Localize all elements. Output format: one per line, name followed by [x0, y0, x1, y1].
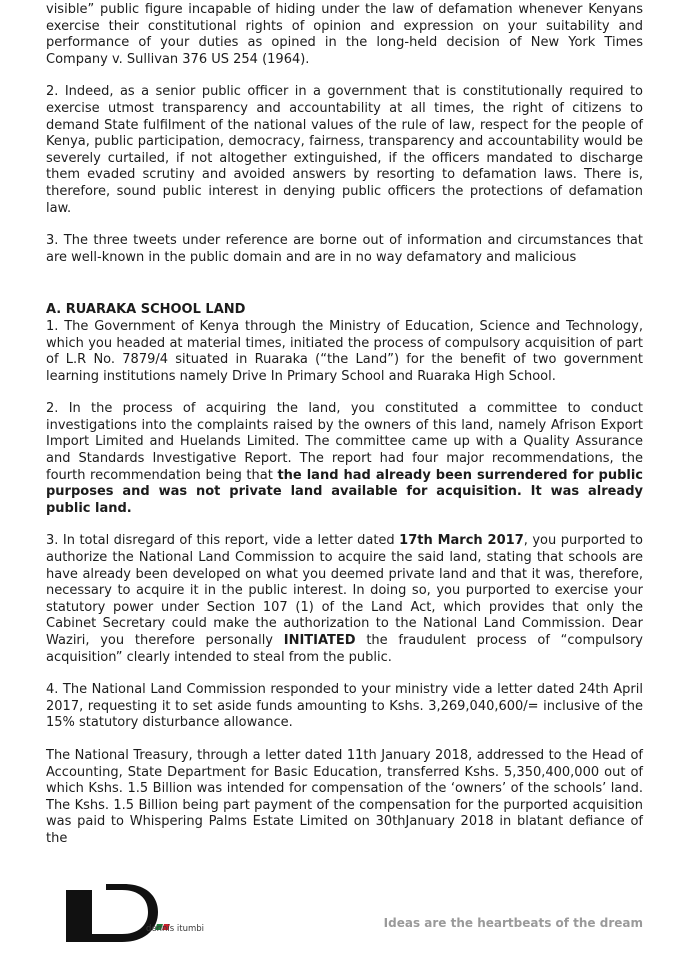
page-footer	[0, 880, 689, 950]
a3-post: the fraudulent process of “compulsory acquisition” clearly intended to steal from the public.	[46, 633, 643, 665]
section-a-paragraph-1: 1. The Government of Kenya through the Ministry of Education, Science and Technology, which you headed at material times, initiated the process of compulsory acquisition of part of L.R No. 7879/4 situated in Ruaraka (“the Land”) for the benefit of two government learning institutions namely Drive In Primary School and Ruaraka High School.	[46, 318, 643, 384]
a3-pre: 3. In total disregard of this report, vide a letter dated	[46, 533, 400, 549]
a2-text: 2. In the process of acquiring the land, you constituted a committee to conduct investigations into the complaints raised by the owners of this land, namely Afrison Export Import Limited and Huelands Limited. The committee came up with a Quality Assurance and Standards Investigative Report. The report had four major recommendations, the fourth recommendation being that	[46, 401, 643, 483]
a3-date: 17th March 2017	[399, 533, 524, 549]
logo-name: dennis itumbi	[146, 924, 205, 934]
footer-tagline: Ideas are the heartbeats of the dream	[383, 916, 643, 930]
section-heading-ruaraka: A. RUARAKA SCHOOL LAND	[46, 302, 246, 318]
document-body	[46, 2, 643, 848]
section-a-paragraph-4: 4. The National Land Commission responded to your ministry vide a letter dated 24th April 2017, requesting it to set aside funds amounting to Kshs. 3,269,040,600/= inclusive of the 15% statutory disturbance allowance.	[46, 682, 643, 731]
section-a-paragraph-3	[46, 533, 643, 666]
a3-mid: , you purported to authorize the National Land Commission to acquire the said land, stating that schools are have already been developed on what you deemed private land and that it was, therefore, necessary to acquire it in the public interest. In doing so, you purported to exercise your statutory power under Section 107 (1) of the Land Act, which provides that only the Cabinet Secretary could make the authorization to the National Land Commission. Dear Waziri, you therefore personally	[46, 533, 644, 648]
paragraph-intro-continuation: visible” public figure incapable of hiding under the law of defamation whenever Kenyans exercise their constitutional rights of opinion and expression on your suitability and performance of your duties as opined in the long-held decision of New York Times Company v. Sullivan 376 US 254 (1964).	[46, 2, 643, 67]
paragraph-3: 3. The three tweets under reference are borne out of information and circumstances that are well-known in the public domain and are in no way defamatory and malicious	[46, 233, 643, 265]
a2-bold-finding: the land had already been surrendered for public purposes and was not private land available for acquisition. It was already public land.	[46, 467, 643, 516]
a3-initiated: INITIATED	[283, 633, 356, 648]
section-a-paragraph-2	[46, 401, 643, 517]
dennis-itumbi-logo-icon	[62, 884, 172, 946]
paragraph-2: 2. Indeed, as a senior public officer in a government that is constitutionally required to exercise utmost transparency and accountability at all times, the right of citizens to demand State fulfilment of the national values of the rule of law, respect for the people of Kenya, public participation, democracy, fairness, transparency and accountability would be severely curtailed, if not altogether extinguished, if the officers mandated to discharge them evaded scrutiny and avoided answers by resorting to defamation laws. There is, therefore, sound public interest in denying public officers the protections of defamation law.	[46, 84, 643, 216]
section-a-paragraph-5: The National Treasury, through a letter dated 11th January 2018, addressed to the Head of Accounting, State Department for Basic Education, transferred Kshs. 5,350,400,000 out of which Kshs. 1.5 Billion was intended for compensation of the ‘owners’ of the schools’ land. The Kshs. 1.5 Billion being part payment of the compensation for the purported acquisition was paid to Whispering Palms Estate Limited on 30thJanuary 2018 in blatant defiance of the	[46, 747, 643, 846]
